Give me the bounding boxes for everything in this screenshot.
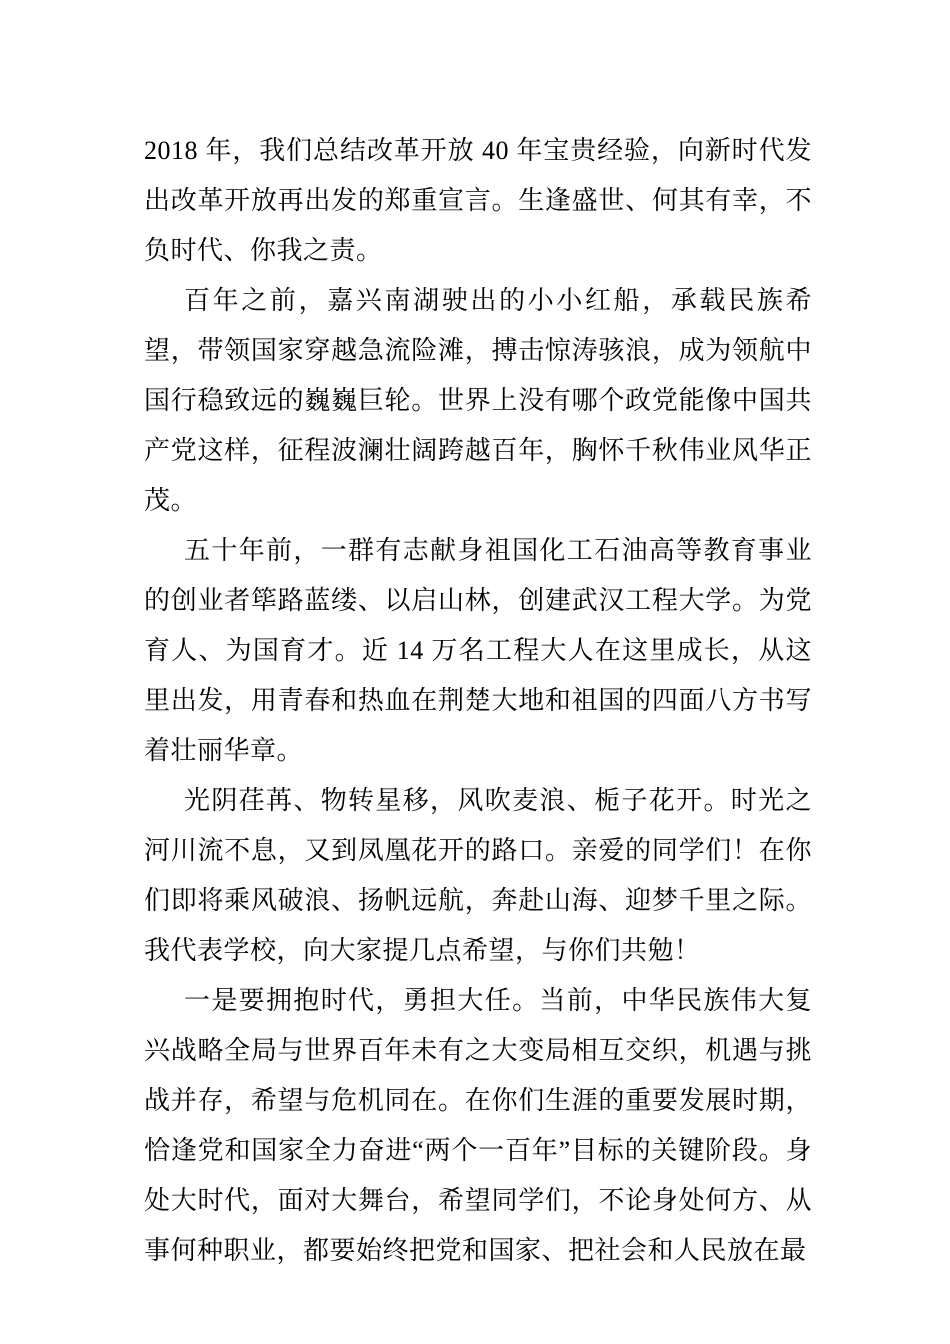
paragraph: 百年之前，嘉兴南湖驶出的小小红船，承载民族希望，带领国家穿越急流险滩，搏击惊涛骇浪，成为领航中国行稳致远的巍巍巨轮。世界上没有哪个政党能像中国共产党这样，征程波澜壮阔跨越百年，胸怀千秋伟业风华正茂。: [144, 286, 812, 515]
paragraph: 五十年前，一群有志献身祖国化工石油高等教育事业的创业者筚路蓝缕、以启山林，创建武汉工程大学。为党育人、为国育才。近 14 万名工程大人在这里成长，从这里出发，用青春和热血在荆楚大地和祖国的四面八方书写着壮丽华章。: [144, 536, 812, 765]
paragraph: 光阴荏苒、物转星移，风吹麦浪、栀子花开。时光之河川流不息，又到凤凰花开的路口。亲爱的同学们！在你们即将乘风破浪、扬帆远航，奔赴山海、迎梦千里之际。我代表学校，向大家提几点希望，与你们共勉！: [144, 786, 812, 965]
paragraph: 一是要拥抱时代，勇担大任。当前，中华民族伟大复兴战略全局与世界百年未有之大变局相互交织，机遇与挑战并存，希望与危机同在。在你们生涯的重要发展时期，恰逢党和国家全力奋进“两个一百年”目标的关键阶段。身处大时代，面对大舞台，希望同学们，不论身处何方、从事何种职业，都要始终把党和国家、把社会和人民放在最: [144, 986, 812, 1265]
document-body: [144, 126, 812, 1276]
paragraph: 2018 年，我们总结改革开放 40 年宝贵经验，向新时代发出改革开放再出发的郑重宣言。生逢盛世、何其有幸，不负时代、你我之责。: [144, 136, 812, 265]
